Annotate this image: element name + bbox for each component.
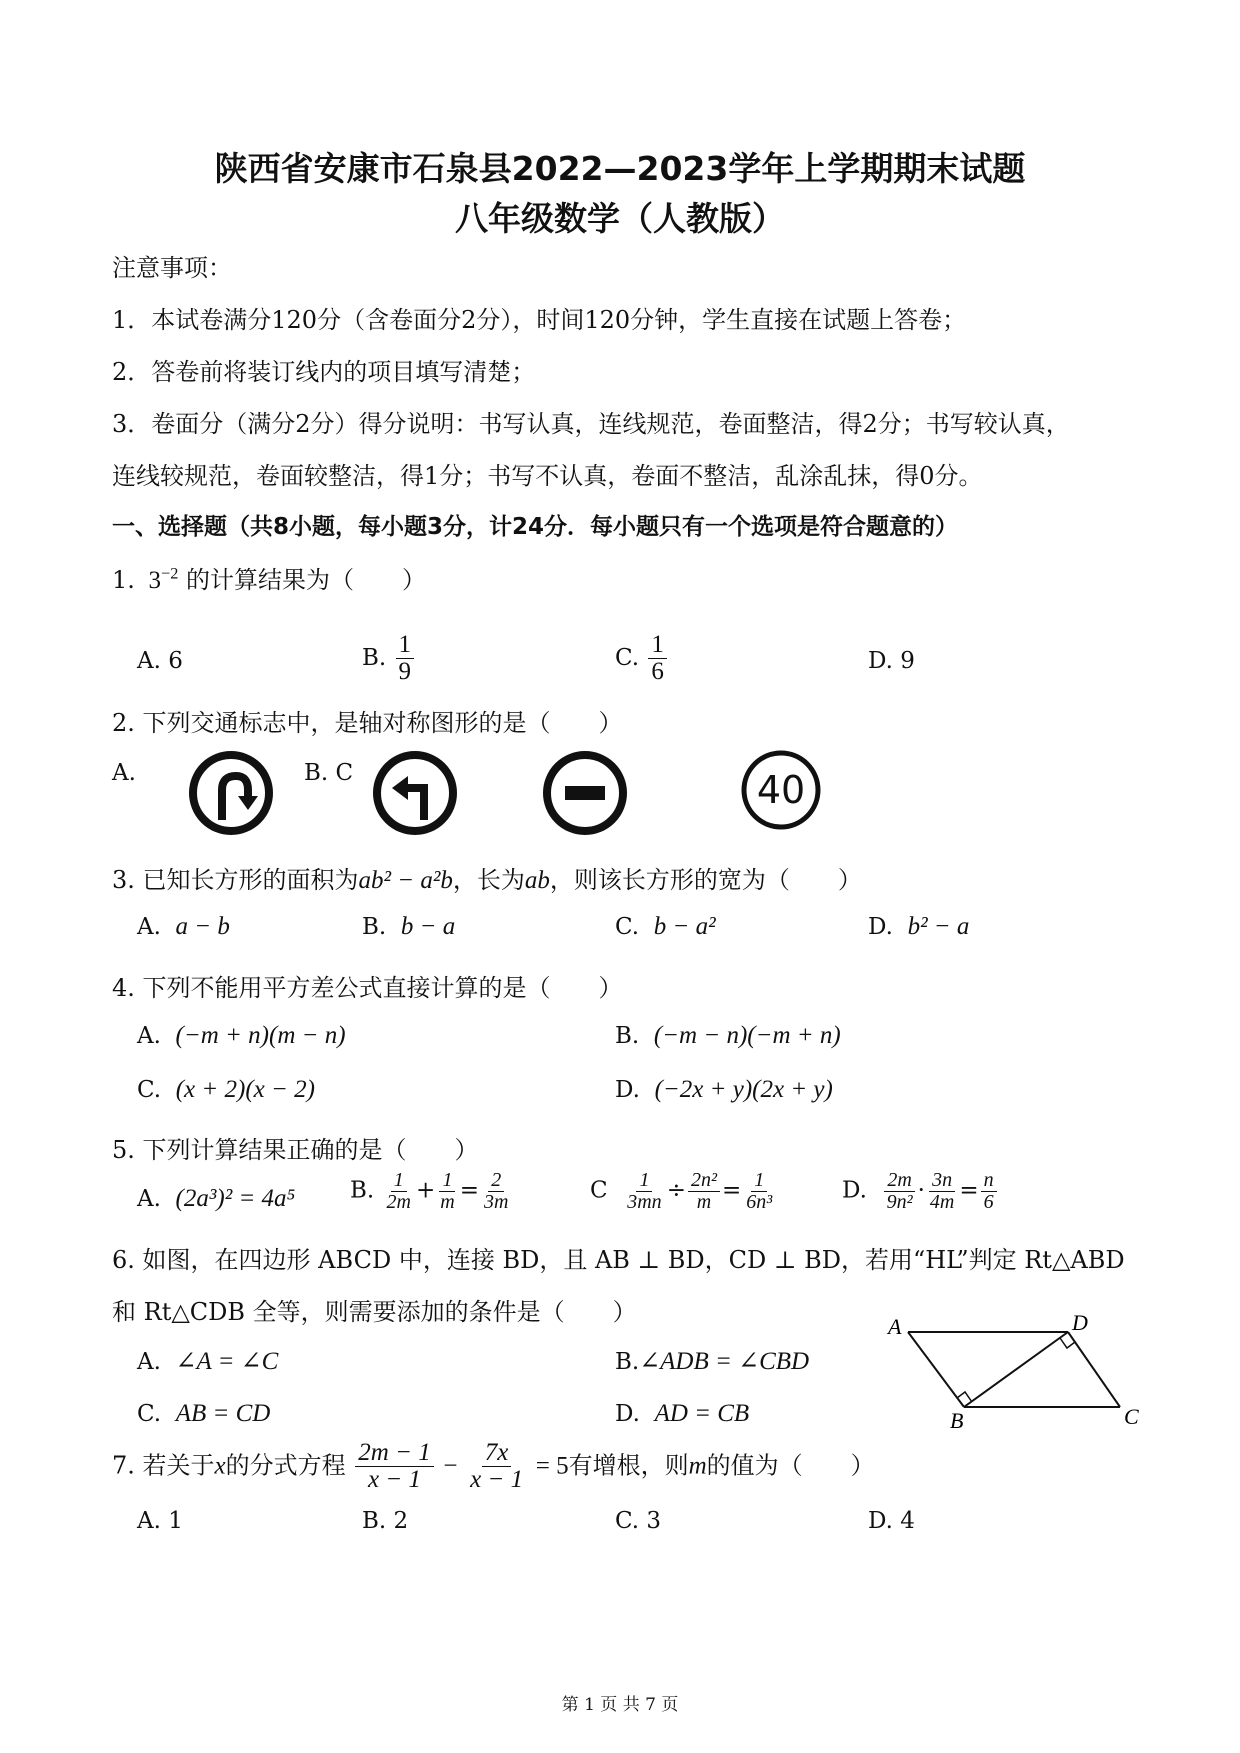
q5-option-a: A. (2a³)² = 4a⁵: [137, 1185, 296, 1212]
fig-label-a: A: [888, 1314, 902, 1339]
left-turn-sign-icon: [370, 748, 460, 838]
q4-option-b: B. (−m − n)(−m + n): [615, 1022, 841, 1049]
q7-option-d: D. 4: [868, 1508, 915, 1534]
q6-number: 6.: [112, 1246, 135, 1274]
q1-c-numerator: 1: [648, 632, 667, 659]
q4-option-d: D. (−2x + y)(2x + y): [615, 1076, 833, 1103]
q7-minus: −: [443, 1452, 458, 1480]
q7-fraction-1-denominator: x − 1: [368, 1466, 421, 1494]
question-3: [112, 860, 862, 895]
page-title: 陕西省安康市石泉县2022—2023学年上学期期末试题: [214, 149, 1026, 188]
note-2: 2．答卷前将装订线内的项目填写清楚；: [112, 358, 536, 386]
q3-option-c: C. b − a²: [615, 913, 716, 940]
q2-option-a-label: A.: [112, 760, 136, 786]
q7-option-c: C. 3: [615, 1508, 662, 1534]
q7-var-m: m: [688, 1452, 707, 1480]
q3-option-b: B. b − a: [362, 913, 456, 940]
q3-text-2: ，长为: [452, 866, 525, 894]
q3-length-expr: ab: [524, 867, 550, 894]
q7-option-a: A. 1: [137, 1508, 183, 1534]
q3-option-d: D. b² − a: [868, 913, 970, 940]
q1-option-b-label: B.: [362, 644, 387, 671]
q7-number: 7.: [112, 1451, 135, 1480]
q6-option-c: C. AB = CD: [137, 1400, 271, 1427]
q1-option-b: [362, 632, 416, 686]
q7-text-2: 的分式方程: [225, 1451, 346, 1480]
question-4: [112, 968, 623, 1003]
q1-option-c-label: C.: [615, 644, 640, 671]
q7-fraction-1-numerator: 2m − 1: [355, 1440, 433, 1467]
q1-c-denominator: 6: [651, 658, 664, 686]
q1-option-c: [615, 632, 669, 686]
speed-limit-40-sign-icon: [736, 745, 826, 835]
q5-option-c: C $\frac{1}{3mn}$ ÷ $\frac{\text{2n²}}{m}$ = $\frac{1}{\text{6n³}}$: [590, 1169, 773, 1213]
fig-label-c: C: [1124, 1404, 1139, 1429]
q5-option-d: D. $\frac{2m}{\text{9n²}}$ · $\frac{3n}{4m}$ = $\frac{n}{6}$: [842, 1170, 999, 1213]
q5-text: 下列计算结果正确的是（ ）: [142, 1136, 479, 1164]
note-3a: 3．卷面分（满分2分）得分说明：书写认真，连线规范，卷面整洁，得2分；书写较认真，: [112, 410, 1070, 438]
q5-option-b: B. $\frac{1}{2m}$ + $\frac{1}{m}$ = $\frac{2}{3m}$: [350, 1169, 509, 1213]
q1-exponent: −2: [161, 564, 179, 583]
q3-option-a: A. a − b: [137, 913, 230, 940]
question-5: [112, 1130, 479, 1165]
u-turn-sign-icon: [186, 748, 276, 838]
q1-b-numerator: 1: [396, 632, 415, 659]
q1-text: 的计算结果为（ ）: [185, 566, 426, 594]
q4-option-c: C. (x + 2)(x − 2): [137, 1076, 315, 1103]
quadrilateral-figure: [880, 1310, 1150, 1430]
q7-equals: = 5: [535, 1452, 569, 1480]
question-6: [112, 1240, 1125, 1275]
note-3b: 连线较规范，卷面较整洁，得1分；书写不认真，卷面不整洁，乱涂乱抹，得0分。: [112, 462, 983, 490]
q7-text-4: 的值为（ ）: [706, 1451, 875, 1480]
q7-fraction-2-denominator: x − 1: [470, 1466, 524, 1494]
q7-text-1: 若关于: [142, 1451, 215, 1480]
q6-option-d: D. AD = CB: [615, 1400, 750, 1427]
q5-number: 5.: [112, 1136, 135, 1164]
fig-label-b: B: [950, 1408, 964, 1430]
q1-option-d: D. 9: [868, 648, 915, 674]
note-1: 1．本试卷满分120分（含卷面分2分），时间120分钟，学生直接在试题上答卷；: [112, 306, 967, 334]
q3-text-3: ，则该长方形的宽为（ ）: [549, 866, 862, 894]
q2-text: 下列交通标志中，是轴对称图形的是（ ）: [142, 709, 623, 737]
notes-heading: 注意事项：: [112, 254, 232, 282]
q4-text: 下列不能用平方差公式直接计算的是（ ）: [142, 974, 623, 1002]
q6-option-b: B.∠ADB = ∠CBD: [615, 1348, 810, 1375]
q1-b-denominator: 9: [398, 658, 412, 686]
question-1: [112, 560, 426, 595]
fig-label-d: D: [1072, 1310, 1088, 1335]
question-7: [112, 1440, 875, 1494]
q1-option-a: A. 6: [137, 648, 183, 674]
q1-number: 1.: [112, 566, 135, 594]
q6-text-2: 和 Rt△CDB 全等，则需要添加的条件是（ ）: [112, 1298, 637, 1326]
q2-number: 2.: [112, 709, 135, 737]
q2-option-bc-label: B. C: [304, 760, 354, 786]
q7-fraction-2-numerator: 7x: [482, 1440, 512, 1467]
q7-var-x: x: [214, 1452, 226, 1480]
speed-limit-text: 40: [756, 768, 806, 812]
q3-number: 3.: [112, 866, 135, 894]
no-entry-sign-icon: [540, 748, 630, 838]
page-footer: 第 1 页 共 7 页: [561, 1695, 679, 1715]
question-2: [112, 703, 623, 738]
q1-base: 3: [148, 567, 162, 594]
q6-option-a: A. ∠A = ∠C: [137, 1348, 279, 1375]
page-subtitle: 八年级数学（人教版）: [455, 199, 785, 238]
q7-option-b: B. 2: [362, 1508, 409, 1534]
q4-number: 4.: [112, 974, 135, 1002]
q3-text-1: 已知长方形的面积为: [142, 866, 359, 894]
section-heading: 一、选择题（共8小题，每小题3分，计24分．每小题只有一个选项是符合题意的）: [112, 514, 959, 540]
q6-text-1: 如图，在四边形 ABCD 中，连接 BD，且 AB ⊥ BD，CD ⊥ BD，若用“HL”判定 Rt△ABD: [142, 1246, 1125, 1274]
q7-text-3: 有增根，则: [568, 1451, 689, 1480]
q4-option-a: A. (−m + n)(m − n): [137, 1022, 346, 1049]
q3-area-expr: ab² − a²b: [358, 867, 453, 894]
